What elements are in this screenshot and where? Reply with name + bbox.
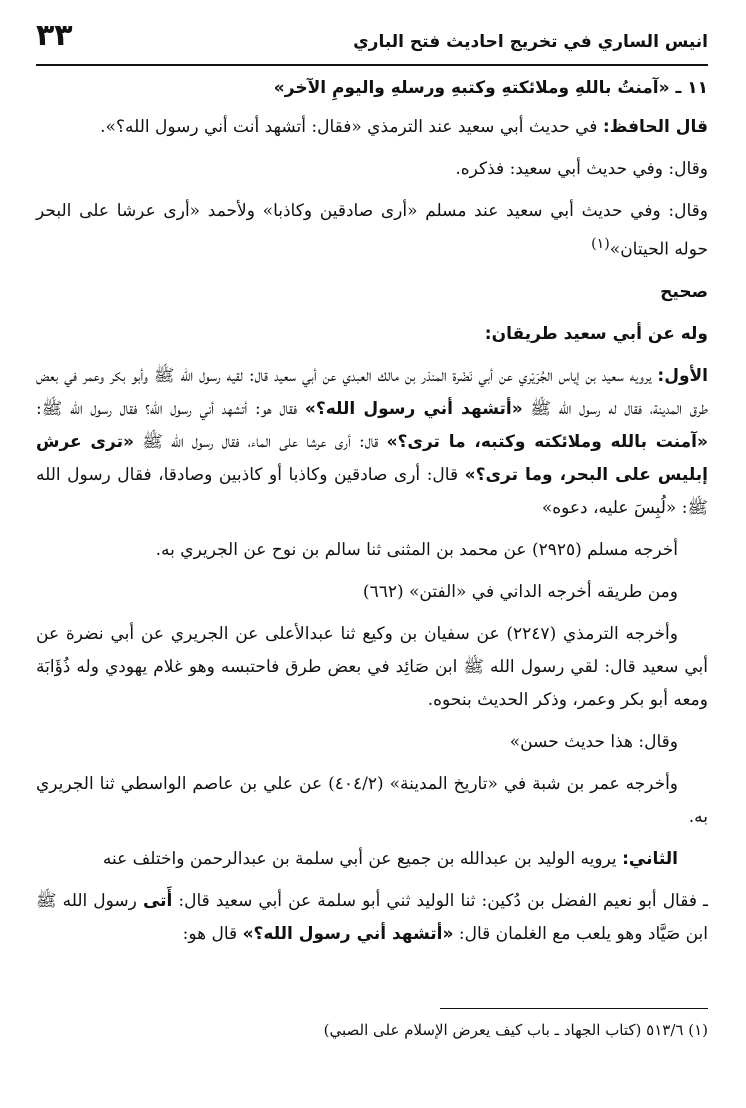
- last-text-b: أَتى: [142, 890, 173, 911]
- first-way-quote-3: «ترى عرش إبليس على البحر، وما ترى؟»: [36, 431, 709, 485]
- first-way-quote-1: «أتشهد أني رسول الله؟»: [304, 398, 523, 419]
- dani-paragraph: ومن طريقه أخرجه الداني في «الفتن» (٦٦٢): [362, 581, 678, 602]
- paragraph-2: وقال: وفي حديث أبي سعيد: فذكره.: [455, 159, 708, 179]
- second-way-paragraph: [36, 843, 708, 876]
- grade-text: صحيح: [660, 281, 708, 302]
- ways-text: وله عن أبي سعيد طريقان:: [484, 323, 708, 344]
- last-quote: «أتشهد أني رسول الله؟»: [242, 923, 454, 944]
- footnote-marker: (١): [591, 236, 610, 252]
- running-title: انيس الساري في تخريج احاديث فتح الباري: [353, 32, 708, 52]
- first-way-text-a: يرويه سعيد بن إياس الجُرَيْري عن أبي نَضْرة المنذر بن مالك العبدي عن أبي سعيد قال: لقيه رسول الله ﷺ وأبو بكر وعمر في بعض طرق المدينة، فقال له رسول الله ﷺ: [36, 365, 708, 419]
- hafiz-text: في حديث أبي سعيد عند الترمذي «فقال: أتشهد أنت أني رسول الله؟».: [100, 117, 603, 137]
- last-text-a: ـ فقال أبو نعيم الفضل بن دُكين: ثنا الوليد ثني أبو سلمة عن أبي سعيد قال:: [172, 890, 708, 911]
- tirmidhi-paragraph: وأخرجه الترمذي (٢٢٤٧) عن سفيان بن وكيع ثنا عبدالأعلى عن الجريري عن أبي نضرة عن أبي سعيد قال: لقي رسول الله ﷺ ابن صَائِد في بعض طرق فاحتبسه وهو غلام يهودي وله ذُؤَابَة ومعه أبو بكر وعمر، وذكر الحديث بنحوه.: [36, 623, 708, 710]
- hafiz-label: قال الحافظ:: [602, 117, 708, 137]
- hafiz-paragraph: [36, 111, 708, 144]
- footnote: (١) ٥١٣/٦ (كتاب الجهاد ـ باب كيف يعرض الإسلام على الصبي): [323, 1021, 708, 1039]
- shabba-paragraph: وأخرجه عمر بن شبة في «تاريخ المدينة» (٤٠٤/٢) عن علي بن عاصم الواسطي ثنا الجريري به.: [36, 773, 708, 827]
- page-number: ٣٣: [36, 18, 73, 53]
- tirmidhi-quote: وقال: هذا حديث حسن»: [509, 731, 678, 752]
- second-way-label: الثاني:: [622, 848, 678, 869]
- first-way-paragraph: [36, 360, 708, 525]
- first-way-text-g: قال: أرى صادقين وكاذبا أو كاذبين وصادقا، فقال رسول الله ﷺ: «لُبِسَ عليه، دعوه»: [36, 464, 708, 518]
- second-way-text: يرويه الوليد بن عبدالله بن جميع عن أبي سلمة بن عبدالرحمن واختلف عنه: [102, 848, 623, 869]
- hadith-heading-text: ١١ ـ «آمنتُ باللهِ وملائكتهِ وكتبهِ ورسلهِ واليومِ الآخر»: [273, 78, 708, 98]
- last-paragraph: [36, 885, 708, 951]
- first-way-text-c: فقال هو: أتشهد أني رسول الله؟ فقال رسول الله ﷺ:: [36, 398, 305, 419]
- last-text-e: قال هو:: [182, 923, 243, 944]
- muslim-paragraph: أخرجه مسلم (٢٩٢٥) عن محمد بن المثنى ثنا سالم بن نوح عن الجريري به.: [155, 539, 678, 560]
- page-body: [36, 72, 708, 960]
- ways-heading: [36, 318, 708, 351]
- grade-heading: [36, 276, 708, 309]
- hadith-heading: [36, 72, 708, 105]
- page-header: [36, 14, 708, 66]
- footnote-divider: [440, 1008, 708, 1009]
- last-text-c: رسول الله ﷺ ابن صَيَّاد وهو يلعب مع الغلمان قال:: [36, 890, 708, 944]
- first-way-text-e: قال: أرى عرشا على الماء، فقال رسول الله ﷺ: [133, 431, 387, 452]
- paragraph-3-text: وقال: وفي حديث أبي سعيد عند مسلم «أرى صادقين وكاذبا» ولأحمد «أرى عرشا على البحر حوله الحيتان»: [36, 201, 708, 260]
- paragraph-3: [36, 195, 708, 267]
- first-way-quote-2: «آمنت بالله وملائكته وكتبه، ما ترى؟»: [386, 431, 708, 452]
- first-way-label: الأول:: [657, 365, 708, 386]
